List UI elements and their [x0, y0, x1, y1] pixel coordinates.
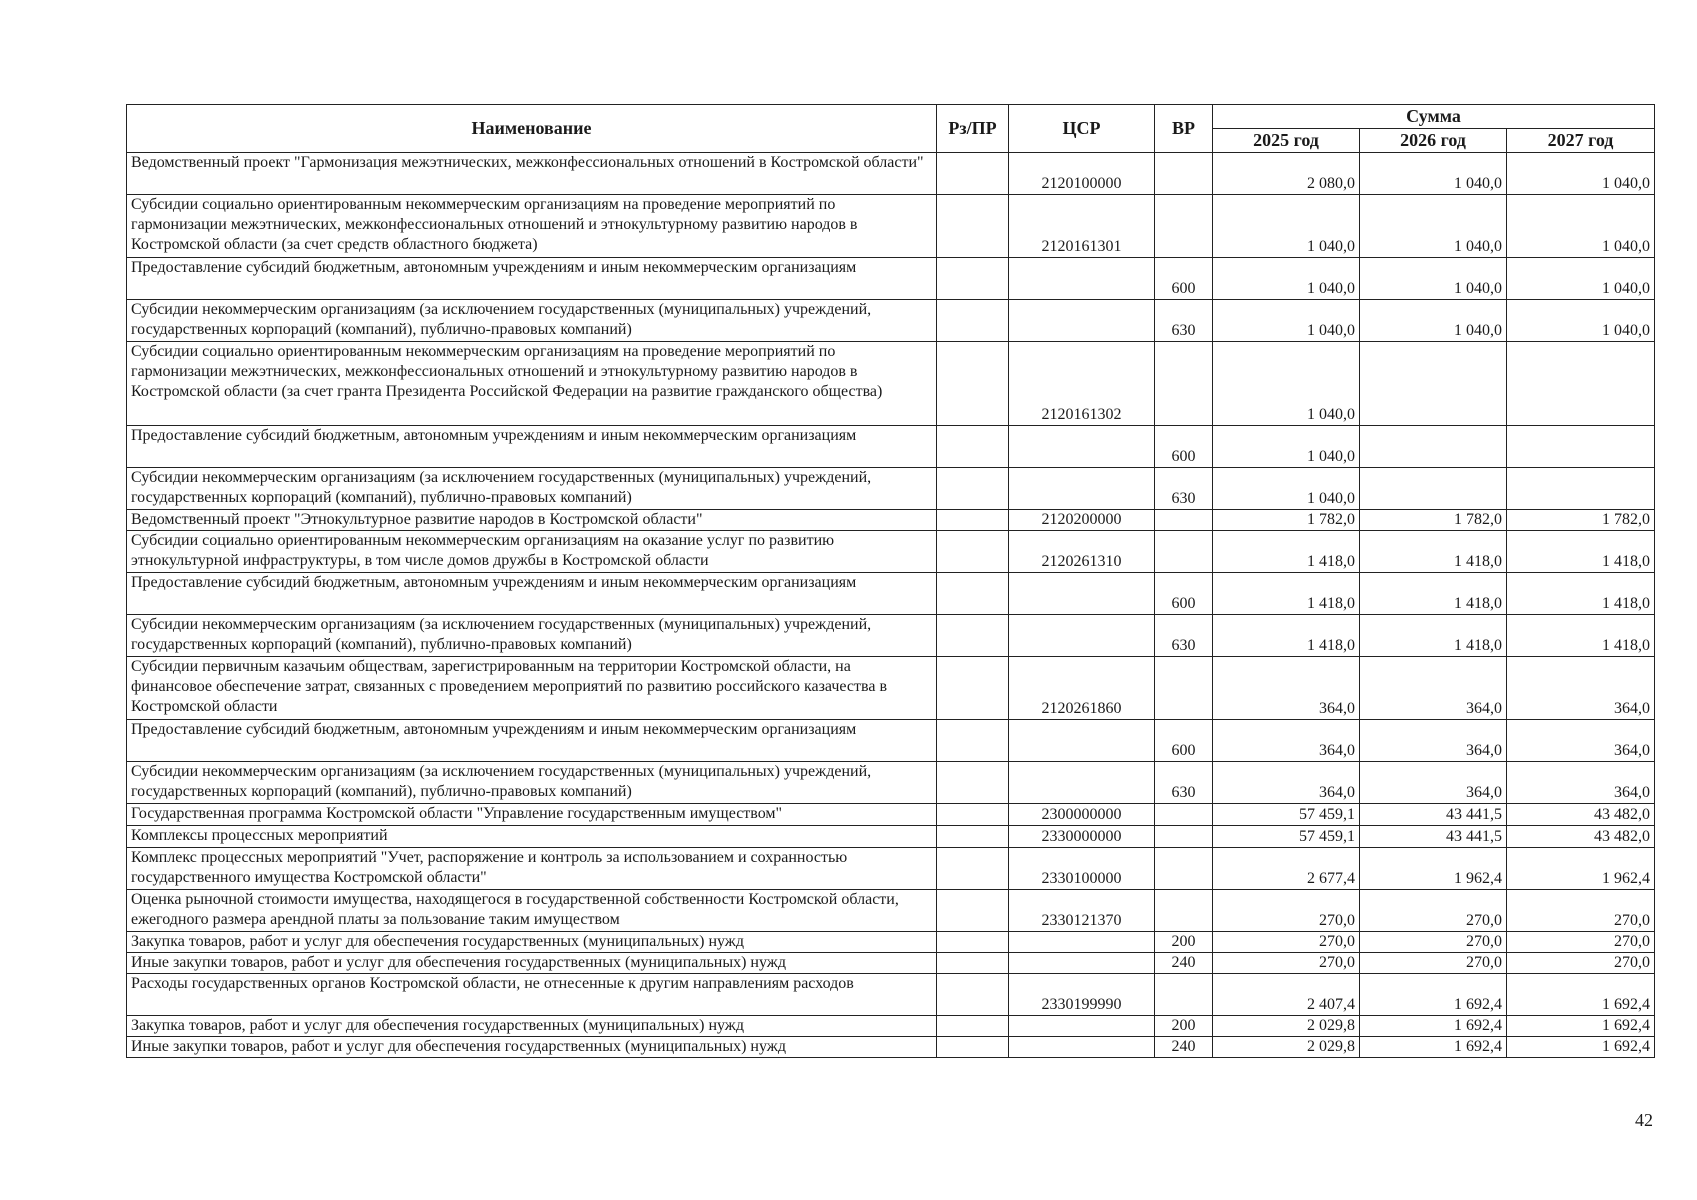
- table-row: [127, 974, 1655, 1016]
- row-vr: 630: [1155, 615, 1213, 657]
- row-amount-2026: [1360, 468, 1507, 510]
- row-csr: 2330100000: [1009, 848, 1155, 890]
- row-amount-2026: 1 692,4: [1360, 1016, 1507, 1037]
- row-amount-2026: 364,0: [1360, 762, 1507, 804]
- row-amount-2025: 1 782,0: [1213, 510, 1360, 531]
- row-rz-pr: [937, 300, 1009, 342]
- row-rz-pr: [937, 153, 1009, 195]
- row-csr: [1009, 258, 1155, 300]
- row-amount-2027: 1 418,0: [1507, 615, 1655, 657]
- table-row: [127, 804, 1655, 826]
- row-vr: [1155, 826, 1213, 848]
- row-vr: 240: [1155, 1037, 1213, 1058]
- table-row: [127, 657, 1655, 720]
- row-amount-2026: 1 040,0: [1360, 153, 1507, 195]
- header-name: Наименование: [127, 105, 937, 153]
- row-amount-2027: 43 482,0: [1507, 804, 1655, 826]
- row-amount-2026: 1 692,4: [1360, 1037, 1507, 1058]
- row-name: Ведомственный проект "Гармонизация межэтнических, межконфессиональных отношений в Костромской области": [127, 153, 937, 195]
- row-csr: [1009, 720, 1155, 762]
- row-vr: 600: [1155, 720, 1213, 762]
- table-row: [127, 468, 1655, 510]
- row-name: Государственная программа Костромской области "Управление государственным имуществом": [127, 804, 937, 826]
- row-vr: [1155, 153, 1213, 195]
- row-amount-2027: 1 962,4: [1507, 848, 1655, 890]
- row-rz-pr: [937, 890, 1009, 932]
- row-amount-2027: 1 040,0: [1507, 195, 1655, 258]
- row-csr: [1009, 932, 1155, 953]
- row-vr: [1155, 974, 1213, 1016]
- row-amount-2026: 1 040,0: [1360, 300, 1507, 342]
- table-row: [127, 615, 1655, 657]
- row-rz-pr: [937, 258, 1009, 300]
- row-amount-2025: 1 418,0: [1213, 573, 1360, 615]
- row-amount-2026: 43 441,5: [1360, 826, 1507, 848]
- row-csr: 2120161302: [1009, 342, 1155, 426]
- row-name: Комплексы процессных мероприятий: [127, 826, 937, 848]
- row-name: Предоставление субсидий бюджетным, автономным учреждениям и иным некоммерческим организациям: [127, 573, 937, 615]
- row-amount-2027: [1507, 342, 1655, 426]
- page-number: 42: [1635, 1110, 1653, 1130]
- row-amount-2025: 270,0: [1213, 932, 1360, 953]
- row-amount-2026: 1 962,4: [1360, 848, 1507, 890]
- row-vr: [1155, 657, 1213, 720]
- header-vr: ВР: [1155, 105, 1213, 153]
- row-name: Комплекс процессных мероприятий "Учет, распоряжение и контроль за использованием и сохранностью государственного имущества Костромской области": [127, 848, 937, 890]
- row-amount-2025: 1 040,0: [1213, 426, 1360, 468]
- row-csr: 2120200000: [1009, 510, 1155, 531]
- row-name: Закупка товаров, работ и услуг для обеспечения государственных (муниципальных) нужд: [127, 1016, 937, 1037]
- row-vr: [1155, 195, 1213, 258]
- row-amount-2027: 364,0: [1507, 657, 1655, 720]
- row-name: Расходы государственных органов Костромской области, не отнесенные к другим направлениям расходов: [127, 974, 937, 1016]
- row-csr: [1009, 468, 1155, 510]
- row-csr: 2300000000: [1009, 804, 1155, 826]
- row-csr: 2330000000: [1009, 826, 1155, 848]
- row-rz-pr: [937, 468, 1009, 510]
- row-name: Субсидии социально ориентированным некоммерческим организациям на оказание услуг по развитию этнокультурной инфраструктуры, в том числе домов дружбы в Костромской области: [127, 531, 937, 573]
- row-amount-2026: 1 418,0: [1360, 573, 1507, 615]
- row-vr: 630: [1155, 300, 1213, 342]
- row-amount-2027: [1507, 468, 1655, 510]
- table-row: [127, 342, 1655, 426]
- row-rz-pr: [937, 531, 1009, 573]
- row-rz-pr: [937, 953, 1009, 974]
- row-vr: 600: [1155, 426, 1213, 468]
- row-csr: 2120261310: [1009, 531, 1155, 573]
- row-amount-2027: 270,0: [1507, 932, 1655, 953]
- header-year-2025: 2025 год: [1213, 129, 1360, 153]
- row-amount-2027: 1 418,0: [1507, 531, 1655, 573]
- row-amount-2025: 1 418,0: [1213, 531, 1360, 573]
- table-row: [127, 1016, 1655, 1037]
- row-name: Закупка товаров, работ и услуг для обеспечения государственных (муниципальных) нужд: [127, 932, 937, 953]
- table-row: [127, 510, 1655, 531]
- row-amount-2025: 1 040,0: [1213, 342, 1360, 426]
- row-csr: 2120261860: [1009, 657, 1155, 720]
- row-amount-2026: 1 782,0: [1360, 510, 1507, 531]
- row-name: Субсидии некоммерческим организациям (за исключением государственных (муниципальных) учреждений, государственных корпораций (компаний), публично-правовых компаний): [127, 468, 937, 510]
- row-amount-2027: 1 418,0: [1507, 573, 1655, 615]
- row-amount-2027: 1 692,4: [1507, 974, 1655, 1016]
- row-vr: [1155, 804, 1213, 826]
- row-vr: 600: [1155, 573, 1213, 615]
- row-amount-2026: 1 418,0: [1360, 531, 1507, 573]
- row-amount-2026: [1360, 342, 1507, 426]
- row-amount-2027: 1 782,0: [1507, 510, 1655, 531]
- row-vr: 630: [1155, 762, 1213, 804]
- row-name: Ведомственный проект "Этнокультурное развитие народов в Костромской области": [127, 510, 937, 531]
- row-csr: [1009, 762, 1155, 804]
- row-amount-2025: 1 040,0: [1213, 468, 1360, 510]
- header-sum: Сумма: [1213, 105, 1655, 129]
- row-amount-2027: 270,0: [1507, 953, 1655, 974]
- row-rz-pr: [937, 510, 1009, 531]
- row-rz-pr: [937, 426, 1009, 468]
- row-rz-pr: [937, 848, 1009, 890]
- row-amount-2027: 1 040,0: [1507, 300, 1655, 342]
- header-rz-pr: Рз/ПР: [937, 105, 1009, 153]
- row-amount-2027: [1507, 426, 1655, 468]
- row-amount-2027: 43 482,0: [1507, 826, 1655, 848]
- table-body: [127, 153, 1655, 1058]
- row-csr: 2120161301: [1009, 195, 1155, 258]
- row-rz-pr: [937, 826, 1009, 848]
- row-rz-pr: [937, 974, 1009, 1016]
- budget-table: [126, 104, 1655, 1058]
- row-name: Субсидии первичным казачьим обществам, зарегистрированным на территории Костромской области, на финансовое обеспечение затрат, связанных с проведением мероприятий по развитию российского казачества в Костромской области: [127, 657, 937, 720]
- row-amount-2025: 2 029,8: [1213, 1037, 1360, 1058]
- row-rz-pr: [937, 720, 1009, 762]
- row-rz-pr: [937, 615, 1009, 657]
- row-csr: [1009, 426, 1155, 468]
- row-amount-2025: 2 029,8: [1213, 1016, 1360, 1037]
- row-amount-2026: 270,0: [1360, 953, 1507, 974]
- row-amount-2027: 270,0: [1507, 890, 1655, 932]
- header-year-2027: 2027 год: [1507, 129, 1655, 153]
- row-amount-2027: 364,0: [1507, 720, 1655, 762]
- row-csr: [1009, 615, 1155, 657]
- table-row: [127, 826, 1655, 848]
- row-vr: [1155, 848, 1213, 890]
- row-rz-pr: [937, 1016, 1009, 1037]
- row-amount-2027: 1 692,4: [1507, 1037, 1655, 1058]
- row-amount-2025: 270,0: [1213, 890, 1360, 932]
- row-csr: [1009, 1016, 1155, 1037]
- row-csr: [1009, 300, 1155, 342]
- row-rz-pr: [937, 657, 1009, 720]
- row-amount-2026: 364,0: [1360, 720, 1507, 762]
- row-name: Иные закупки товаров, работ и услуг для обеспечения государственных (муниципальных) нужд: [127, 1037, 937, 1058]
- row-csr: 2330199990: [1009, 974, 1155, 1016]
- row-name: Предоставление субсидий бюджетным, автономным учреждениям и иным некоммерческим организациям: [127, 258, 937, 300]
- row-rz-pr: [937, 804, 1009, 826]
- row-amount-2027: 364,0: [1507, 762, 1655, 804]
- row-amount-2026: 43 441,5: [1360, 804, 1507, 826]
- row-amount-2026: 270,0: [1360, 932, 1507, 953]
- table-row: [127, 153, 1655, 195]
- table-row: [127, 195, 1655, 258]
- row-amount-2025: 1 040,0: [1213, 258, 1360, 300]
- row-csr: 2330121370: [1009, 890, 1155, 932]
- row-vr: [1155, 342, 1213, 426]
- row-amount-2025: 364,0: [1213, 657, 1360, 720]
- row-name: Иные закупки товаров, работ и услуг для обеспечения государственных (муниципальных) нужд: [127, 953, 937, 974]
- header-year-2026: 2026 год: [1360, 129, 1507, 153]
- row-rz-pr: [937, 1037, 1009, 1058]
- table-row: [127, 531, 1655, 573]
- table-row: [127, 890, 1655, 932]
- row-vr: 200: [1155, 1016, 1213, 1037]
- row-name: Предоставление субсидий бюджетным, автономным учреждениям и иным некоммерческим организациям: [127, 720, 937, 762]
- table-row: [127, 426, 1655, 468]
- row-vr: 630: [1155, 468, 1213, 510]
- row-vr: 600: [1155, 258, 1213, 300]
- row-amount-2025: 1 040,0: [1213, 195, 1360, 258]
- row-amount-2026: 1 692,4: [1360, 974, 1507, 1016]
- row-amount-2027: 1 040,0: [1507, 258, 1655, 300]
- row-amount-2025: 57 459,1: [1213, 826, 1360, 848]
- table-row: [127, 953, 1655, 974]
- table-row: [127, 932, 1655, 953]
- row-amount-2025: 364,0: [1213, 762, 1360, 804]
- table-row: [127, 848, 1655, 890]
- table-row: [127, 1037, 1655, 1058]
- header-csr: ЦСР: [1009, 105, 1155, 153]
- row-rz-pr: [937, 762, 1009, 804]
- row-amount-2026: 270,0: [1360, 890, 1507, 932]
- row-rz-pr: [937, 195, 1009, 258]
- row-rz-pr: [937, 932, 1009, 953]
- row-name: Предоставление субсидий бюджетным, автономным учреждениям и иным некоммерческим организациям: [127, 426, 937, 468]
- row-vr: 200: [1155, 932, 1213, 953]
- table-row: [127, 258, 1655, 300]
- row-amount-2025: 2 677,4: [1213, 848, 1360, 890]
- row-name: Субсидии социально ориентированным некоммерческим организациям на проведение мероприятий по гармонизации межэтнических, межконфессиональных отношений и этнокультурному развитию народов в Костромской области (за счет средств областного бюджета): [127, 195, 937, 258]
- row-amount-2025: 270,0: [1213, 953, 1360, 974]
- row-vr: [1155, 531, 1213, 573]
- row-amount-2026: 1 040,0: [1360, 258, 1507, 300]
- row-name: Субсидии некоммерческим организациям (за исключением государственных (муниципальных) учреждений, государственных корпораций (компаний), публично-правовых компаний): [127, 300, 937, 342]
- row-amount-2027: 1 692,4: [1507, 1016, 1655, 1037]
- row-amount-2025: 2 407,4: [1213, 974, 1360, 1016]
- row-vr: [1155, 510, 1213, 531]
- row-vr: 240: [1155, 953, 1213, 974]
- row-amount-2026: 1 418,0: [1360, 615, 1507, 657]
- table-row: [127, 762, 1655, 804]
- row-csr: 2120100000: [1009, 153, 1155, 195]
- row-amount-2027: 1 040,0: [1507, 153, 1655, 195]
- row-name: Субсидии некоммерческим организациям (за исключением государственных (муниципальных) учреждений, государственных корпораций (компаний), публично-правовых компаний): [127, 615, 937, 657]
- row-vr: [1155, 890, 1213, 932]
- row-amount-2026: 364,0: [1360, 657, 1507, 720]
- row-amount-2025: 2 080,0: [1213, 153, 1360, 195]
- row-name: Субсидии некоммерческим организациям (за исключением государственных (муниципальных) учреждений, государственных корпораций (компаний), публично-правовых компаний): [127, 762, 937, 804]
- table-row: [127, 573, 1655, 615]
- row-csr: [1009, 953, 1155, 974]
- row-amount-2025: 1 418,0: [1213, 615, 1360, 657]
- row-amount-2025: 1 040,0: [1213, 300, 1360, 342]
- row-amount-2025: 57 459,1: [1213, 804, 1360, 826]
- row-csr: [1009, 573, 1155, 615]
- row-name: Оценка рыночной стоимости имущества, находящегося в государственной собственности Костромской области, ежегодного размера арендной платы за пользование таким имуществом: [127, 890, 937, 932]
- row-rz-pr: [937, 573, 1009, 615]
- row-csr: [1009, 1037, 1155, 1058]
- row-amount-2026: 1 040,0: [1360, 195, 1507, 258]
- row-name: Субсидии социально ориентированным некоммерческим организациям на проведение мероприятий по гармонизации межэтнических, межконфессиональных отношений и этнокультурному развитию народов в Костромской области (за счет гранта Президента Российской Федерации на развитие гражданского общества): [127, 342, 937, 426]
- table-row: [127, 720, 1655, 762]
- table-row: [127, 300, 1655, 342]
- row-amount-2026: [1360, 426, 1507, 468]
- row-amount-2025: 364,0: [1213, 720, 1360, 762]
- row-rz-pr: [937, 342, 1009, 426]
